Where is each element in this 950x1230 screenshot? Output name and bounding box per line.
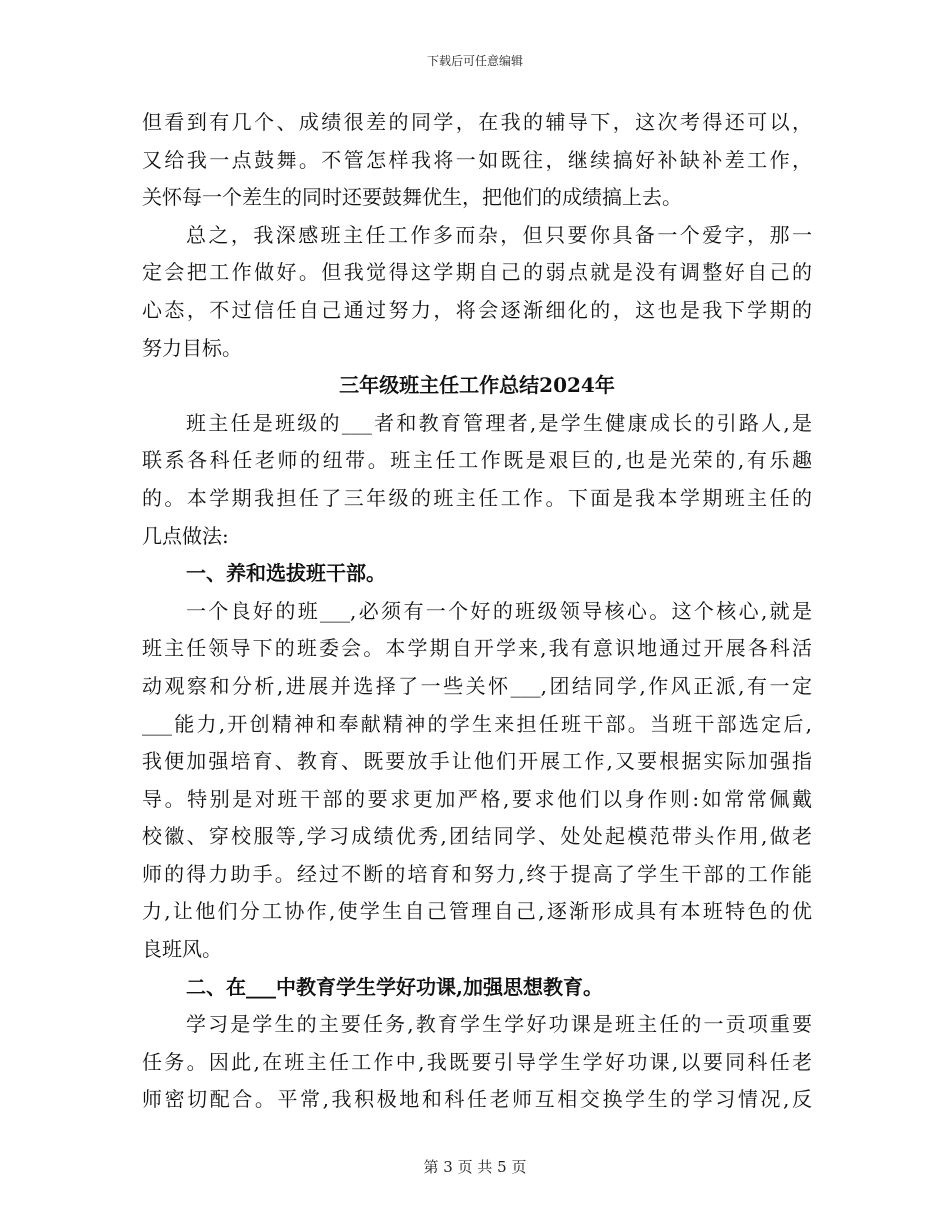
text-line: 师的得力助手。经过不断的培育和努力,终于提高了学生干部的工作能: [142, 861, 812, 886]
text-line: 师密切配合。平常,我积极地和科任老师互相交换学生的学习情况,反: [142, 1087, 812, 1112]
text-line: 校徽、穿校服等,学习成绩优秀,团结同学、处处起模范带头作用,做老: [142, 824, 812, 849]
text-line: 动观察和分析,进展并选择了一些关怀___,团结同学,作风正派,有一定: [142, 673, 812, 698]
text-line: 我便加强培育、教育、既要放手让他们开展工作,又要根据实际加强指: [142, 749, 812, 774]
text-line: ___能力,开创精神和奉献精神的学生来担任班干部。当班干部选定后,: [142, 711, 812, 736]
text-line: 班主任是班级的___者和教育管理者,是学生健康成长的引路人,是: [186, 410, 812, 435]
text-line: 心态，不过信任自己通过努力，将会逐渐细化的，这也是我下学期的: [142, 297, 812, 322]
text-line: 关怀每一个差生的同时还要鼓舞优生，把他们的成绩搞上去。: [142, 185, 682, 210]
section-title: 三年级班主任工作总结2024年: [339, 373, 615, 398]
text-line: 班主任领导下的班委会。本学期自开学来,我有意识地通过开展各科活: [142, 636, 812, 661]
section-heading: 一、养和选拔班干部。: [186, 561, 386, 586]
text-line: 学习是学生的主要任务,教育学生学好功课是班主任的一贡项重要: [186, 1012, 812, 1037]
text-line: 几点做法:: [142, 523, 229, 548]
document-body: [142, 104, 812, 1119]
text-line: 又给我一点鼓舞。不管怎样我将一如既往，继续搞好补缺补差工作，: [142, 147, 812, 172]
text-line: 努力目标。: [142, 335, 242, 360]
text-line: 联系各科任老师的纽带。班主任工作既是艰巨的,也是光荣的,有乐趣: [142, 448, 812, 473]
text-line: 的。本学期我担任了三年级的班主任工作。下面是我本学期班主任的: [142, 485, 812, 510]
page-header: 下载后可任意编辑: [426, 54, 523, 68]
text-line: 导。特别是对班干部的要求更加严格,要求他们以身作则:如常常佩戴: [142, 786, 812, 811]
section-heading: 二、在___中教育学生学好功课,加强思想教育。: [186, 974, 603, 999]
text-line: 但看到有几个、成绩很差的同学，在我的辅导下，这次考得还可以，: [142, 110, 812, 134]
text-line: 任务。因此,在班主任工作中,我既要引导学生学好功课,以要同科任老: [142, 1049, 812, 1074]
text-line: 良班风。: [142, 937, 222, 962]
text-line: 力,让他们分工协作,使学生自己管理自己,逐渐形成具有本班特色的优: [142, 899, 812, 924]
text-line: 定会把工作做好。但我觉得这学期自己的弱点就是没有调整好自己的: [142, 260, 812, 285]
text-line: 总之，我深感班主任工作多而杂，但只要你具备一个爱字，那一: [186, 222, 812, 247]
page-footer: 第 3 页 共 5 页: [423, 1158, 527, 1176]
text-line: 一个良好的班___,必须有一个好的班级领导核心。这个核心,就是: [186, 598, 812, 623]
